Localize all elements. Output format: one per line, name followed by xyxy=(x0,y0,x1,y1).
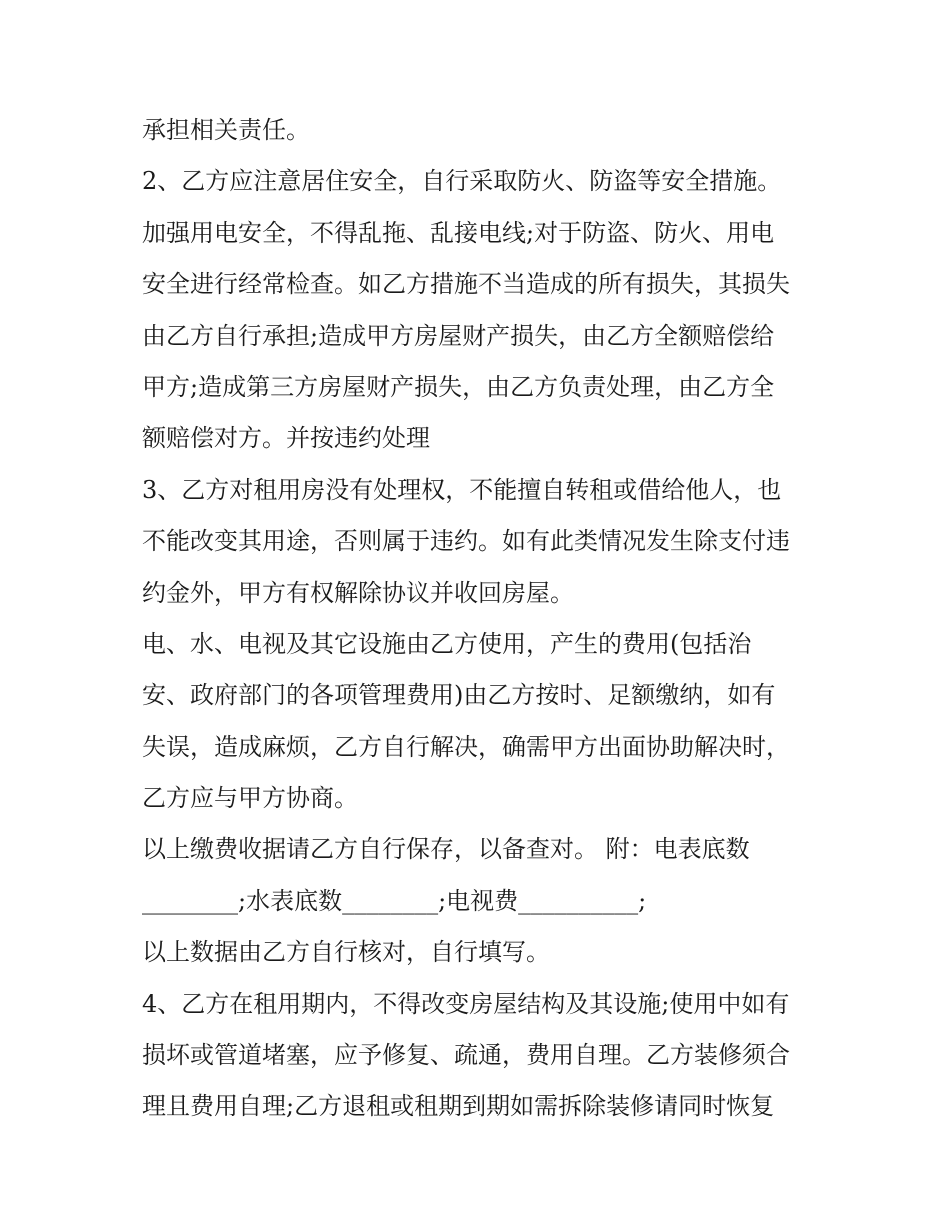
contract-text-block xyxy=(142,105,822,1133)
text-line-5: 由乙方自行承担;造成甲方房屋财产损失，由乙方全额赔偿给 xyxy=(142,321,775,350)
text-line-20: 理且费用自理;乙方退租或租期到期如需拆除装修请同时恢复 xyxy=(142,1092,775,1121)
text-line-19: 损坏或管道堵塞，应予修复、疏通，费用自理。乙方装修须合 xyxy=(142,1041,790,1070)
text-line-6: 甲方;造成第三方房屋财产损失，由乙方负责处理，由乙方全 xyxy=(142,372,775,401)
text-line-13: 失误，造成麻烦，乙方自行解决，确需甲方出面协助解决时， xyxy=(142,732,790,761)
text-line-11: 电、水、电视及其它设施由乙方使用，产生的费用(包括治 xyxy=(142,629,752,658)
text-line-18: 4、乙方在租用期内，不得改变房屋结构及其设施;使用中如有 xyxy=(142,989,790,1018)
text-line-3: 加强用电安全，不得乱拖、乱接电线;对于防盗、防火、用电 xyxy=(142,218,775,247)
text-line-14: 乙方应与甲方协商。 xyxy=(142,784,358,813)
text-line-7: 额赔偿对方。并按违约处理 xyxy=(142,424,430,453)
text-line-4: 安全进行经常检查。如乙方措施不当造成的所有损失，其损失 xyxy=(142,270,790,299)
text-line-2: 2、乙方应注意居住安全，自行采取防火、防盗等安全措施。 xyxy=(142,167,782,196)
text-line-9: 不能改变其用途，否则属于违约。如有此类情况发生除支付违 xyxy=(142,527,790,556)
text-line-15: 以上缴费收据请乙方自行保存，以备查对。 附：电表底数 xyxy=(142,835,750,864)
text-line-17: 以上数据由乙方自行核对，自行填写。 xyxy=(142,938,550,967)
text-line-1: 承担相关责任。 xyxy=(142,116,310,144)
text-line-8: 3、乙方对租用房没有处理权，不能擅自转租或借给他人，也 xyxy=(142,475,782,504)
text-line-12: 安、政府部门的各项管理费用)由乙方按时、足额缴纳，如有 xyxy=(142,681,776,710)
text-line-10: 约金外，甲方有权解除协议并收回房屋。 xyxy=(142,578,574,607)
text-line-16: ________;水表底数________;电视费__________; xyxy=(142,886,647,915)
